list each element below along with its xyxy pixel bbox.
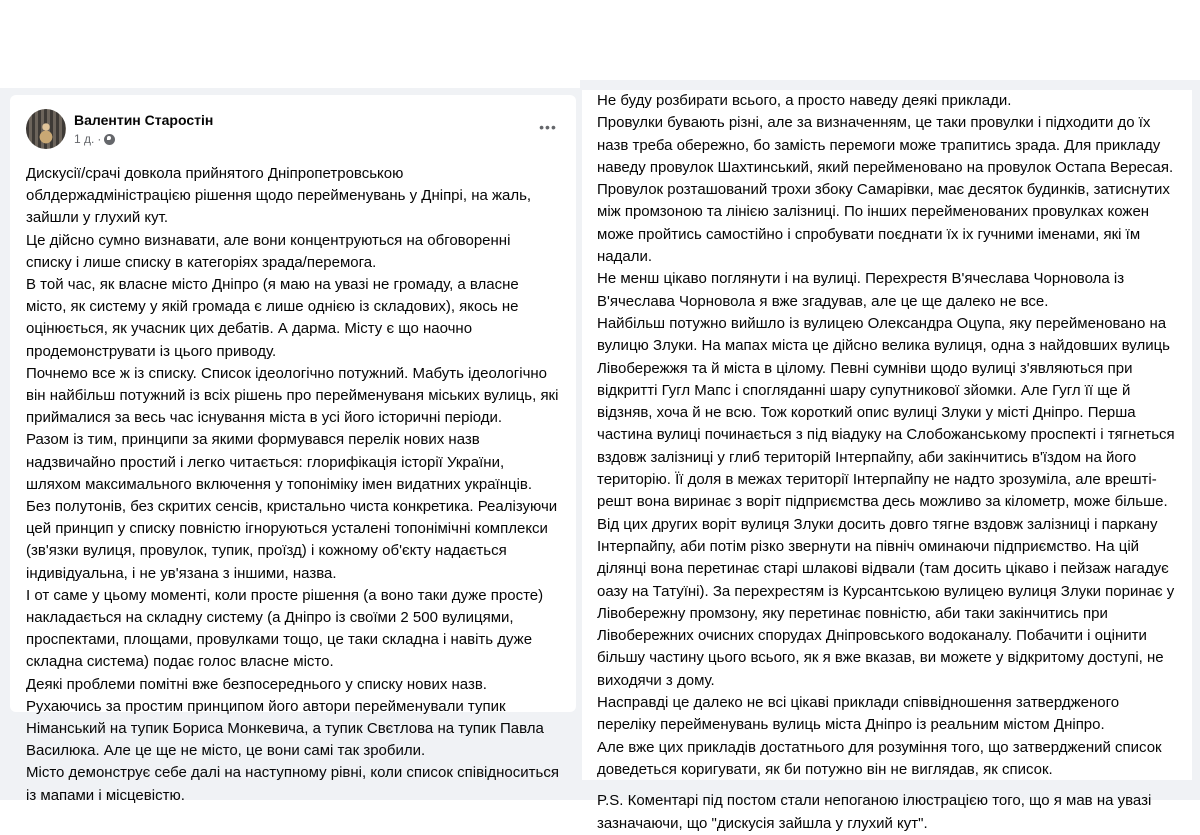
author-name[interactable]: Валентин Старостін xyxy=(74,112,214,128)
post-postscript: P.S. Коментарі під постом стали непоганою ілюстрацією того, що я мав на увазі зазначаючи, що "дискусія зайшла у глухий кут". xyxy=(597,792,1152,832)
post-paragraph: Найбільш потужно вийшло із вулицею Олександра Оцупа, яку перейменовано на вулицю Злуки. На мапах міста це дійсно велика вулиця, одна з найдовших вулиць Лівобережжя та й міста в цілому. Певні сумніви щодо вулиці з'являються при відкритті Гугл Мапс і спогляданні шару супутникової зйомки. Але Гугл її ще й відзняв, хоча й не всю. Тож короткий опис вулиці Злуки у місті Дніпро. Перша частина вулиці починається з під віадуку на Слобожанському проспекті і тягнеться вздовж залізниці у глиб територій Інтерпайпу, аби закінчитись в'їздом на його територію. Її доля в межах території Інтерпайпу не надто зрозуміла, але врешті-решт вона виринає з воріт підприємства десь можливо за кілометр, може більше. Від цих других воріт вулиця Злуки досить довго тягне вздовж залізниці і паркану Інтерпайпу, аби потім різко звернути на північ оминаючи підприємство. На цій ділянці вона перетинає старі шлакові відвали (там досить цікаво і пейзаж нагадує оазу на Татуїні). За перехрестям із Курсантською вулицею вулиця Злуки поринає у Лівобережну промзону, яку перетинає повністю, аби таки закінчитись при Лівобережних очисних спорудах Дніпровського водоканалу. Побачити і оцінити більшу частину цього всього, як я вже вказав, ви можете у відкритому доступі, не виходячи з дому. xyxy=(597,314,1175,689)
more-dots-icon: ••• xyxy=(539,119,557,135)
post-paragraph: І от саме у цьому моменті, коли просте рішення (а воно таки дуже просте) накладається на складну систему (а Дніпро із своїми 2 500 вулицями, проспектами, площами, провулками тощо, це таки складна і навіть дуже складна система) подає голос власне місто. xyxy=(26,586,544,671)
post-paragraph: Не менш цікаво поглянути і на вулиці. Перехрестя В'ячеслава Чорновола із В'ячеслава Чорновола я вже згадував, але це ще далеко не все. xyxy=(597,270,1125,310)
post-paragraph: Це дійсно сумно визнавати, але вони концентруються на обговоренні списку і лише списку в категоріях зрада/перемога. xyxy=(26,231,511,271)
post-meta xyxy=(74,131,213,147)
meta-separator: · xyxy=(97,132,102,146)
post-paragraph: Але вже цих прикладів достатнього для розуміння того, що затверджений список доведеться коригувати, як би потужно він не виглядав, як список. xyxy=(597,738,1162,778)
post-body-part-2 xyxy=(597,90,1178,835)
globe-icon[interactable] xyxy=(104,134,115,145)
post-paragraph: Насправді це далеко не всі цікаві приклади співвідношення затвердженого переліку перейменувань вулиць міста Дніпро із реальним містом Дніпро. xyxy=(597,694,1120,734)
post-timestamp[interactable]: 1 д. xyxy=(74,132,95,146)
author-block xyxy=(74,111,213,147)
post-paragraph: Деякі проблеми помітні вже безпосереднього у списку нових назв. Рухаючись за простим принципом його автори перейменували тупик Німанський на тупик Бориса Монкевича, а тупик Свєтлова на тупик Павла Василюка. Але це ще не місто, це вони самі так зробили. xyxy=(26,675,544,760)
post-paragraph: Дискусії/срачі довкола прийнятого Дніпропетровською облдержадміністрацією рішення щодо перейменувань у Дніпрі, на жаль, зайшли у глухий кут. xyxy=(26,165,532,227)
post-paragraph: Разом із тим, принципи за якими формувався перелік нових назв надзвичайно простий і легко читається: глорифікація історії України, шляхом максимального включення у топоніміку імен видатних українців. Без полутонів, без скритих сенсів, кристально чиста конкретика. Реалізуючи цей принцип у списку повністю ігноруються усталені топонімічні комплекси (зв'язки вулиця, провулок, тупик, проїзд) і кожному об'єкту надається індивідуальна, і не ув'язана з іншими, назва. xyxy=(26,431,558,582)
post-paragraph: Почнемо все ж із списку. Список ідеологічно потужний. Мабуть ідеологічно він найбільш потужний із всіх рішень про перейменуваня міських вулиць, які приймалися за весь час існування міста в усі його історичні періоди. xyxy=(26,364,559,427)
post-paragraph: Не буду розбирати всього, а просто наведу деякі приклади. xyxy=(597,92,1012,109)
post-body-part-1 xyxy=(26,163,560,807)
more-options-button[interactable] xyxy=(536,119,560,135)
post-paragraph: Місто демонструє себе далі на наступному рівні, коли список співідноситься із мапами і місцевістю. xyxy=(26,764,559,804)
post-card-continuation xyxy=(582,90,1192,832)
post-card xyxy=(10,95,576,804)
avatar[interactable] xyxy=(26,109,66,149)
post-paragraph: Провулки бувають різні, але за визначенням, це таки провулки і підходити до їх назв треба обережно, бо замість перемоги може трапитись зрада. Для прикладу наведу провулок Шахтинський, який перейменовано на провулок Остапа Вересая. Провулок розташований трохи збоку Самарівки, має десяток будинків, затиснутих між промзоною та лінією залізниці. По інших перейменованих провулках кожен може пройтись самостійно і спробувати поєднати їх іх гучними іменами, які їм надали. xyxy=(597,114,1174,266)
post-header xyxy=(26,107,560,151)
post-paragraph: В той час, як власне місто Дніпро (я маю на увазі не громаду, а власне місто, як систему у якій громада є лише однією із складових), якось не оцінюється, як учасник цих дебатів. А дарма. Місту є що наочно продемонструвати із цього приводу. xyxy=(26,276,519,360)
